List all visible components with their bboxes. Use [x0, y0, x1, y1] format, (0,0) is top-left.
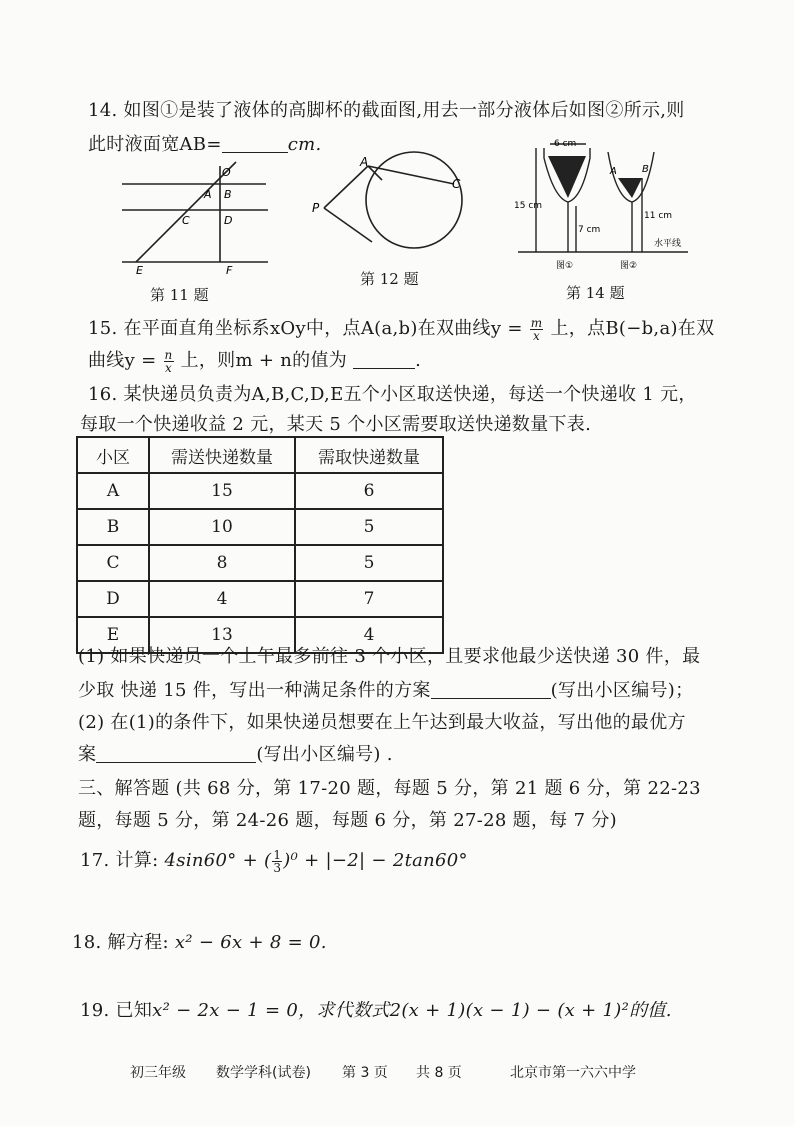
fig14-fig1-label: 图① [556, 261, 574, 271]
fig12-label-c: C [452, 177, 461, 191]
q16-line2: 每取一个快递收益 2 元，某天 5 个小区需要取送快递数量下表. [80, 414, 592, 435]
q16-sub2-line2 [78, 740, 393, 766]
frac2-num: n [164, 347, 173, 362]
q15-line2 [88, 346, 421, 374]
q15-part4: 上，则m + n的值为 [180, 350, 348, 371]
table-cell: 5 [295, 509, 443, 545]
q16-sub1-line2 [78, 676, 693, 702]
q16-sub2-line1: (2) 在(1)的条件下，如果快递员想要在上午达到最大收益，写出他的最优方 [78, 712, 686, 733]
table-cell: 13 [149, 617, 295, 653]
table-cell: 6 [295, 473, 443, 509]
fig12-label-p: P [312, 201, 320, 215]
figure-12 [306, 150, 476, 260]
table-header-cell: 需送快递数量 [149, 437, 295, 473]
q14-unit: cm. [287, 134, 322, 155]
q17-line [80, 846, 468, 874]
table-cell: 4 [149, 581, 295, 617]
q15-part2: 上，点B(−b,a)在双 [550, 318, 715, 339]
q15-line1 [88, 314, 714, 342]
fig14-height7-label: 7 cm [578, 225, 601, 235]
q15-part1: 15. 在平面直角坐标系xOy中，点A(a,b)在双曲线y = [88, 318, 523, 339]
q17-expr-b: )⁰ + |−2| − 2tan60° [283, 850, 468, 871]
footer-total: 共 8 页 [416, 1065, 462, 1081]
q17-expr-a: 4sin60° + ( [164, 850, 272, 871]
q16-sub1-suffix: (写出小区编号)； [550, 680, 694, 701]
q16-sub2-suffix: (写出小区编号) . [256, 744, 393, 765]
table-row [77, 473, 443, 509]
q19-label: 19. 已知 [80, 1000, 153, 1021]
q15-fraction-m-over-x [530, 317, 544, 342]
q14-prefix: 此时液面宽AB= [88, 134, 222, 155]
table-row [77, 581, 443, 617]
q16-line1: 16. 某快递员负责为A,B,C,D,E五个小区取送快递，每送一个快递收 1 元， [88, 384, 697, 405]
figure-11 [118, 158, 278, 278]
table-header-row [77, 437, 443, 473]
figure-14 [514, 138, 690, 274]
footer-subject: 数学学科(试卷) [216, 1065, 311, 1081]
q15-part3: 曲线y = [88, 350, 157, 371]
fig12-caption: 第 12 题 [360, 270, 419, 288]
fig14-caption: 第 14 题 [566, 284, 625, 302]
section3-line2: 题，每题 5 分，第 24-26 题，每题 6 分，第 27-28 题，每 7 分) [78, 810, 617, 831]
fig14-height11-label: 11 cm [644, 211, 673, 221]
table-header-cell: 需取快递数量 [295, 437, 443, 473]
q14-line2 [88, 130, 322, 156]
q18-label: 18. 解方程: [72, 932, 169, 953]
fig11-label-a: A [204, 188, 212, 201]
q19-expr: x² − 2x − 1 = 0，求代数式2(x + 1)(x − 1) − (x + 1)²的值. [152, 1000, 672, 1021]
footer-page: 第 3 页 [342, 1065, 388, 1081]
footer-school: 北京市第一六六中学 [510, 1065, 636, 1081]
table-cell: E [77, 617, 149, 653]
fig11-label-b: B [224, 188, 232, 201]
q17-label: 17. 计算: [80, 850, 159, 871]
fig14-horizon-label: 水平线 [654, 239, 682, 249]
fig11-label-o: O [222, 166, 231, 179]
q18-expr: x² − 6x + 8 = 0. [174, 932, 327, 953]
fig14-liquid-2 [618, 178, 642, 198]
fig14-fig2-label: 图② [620, 261, 638, 271]
table-cell: D [77, 581, 149, 617]
fig11-label-e: E [136, 264, 143, 277]
frac1-den: x [533, 328, 541, 343]
fig12-label-a: A [360, 155, 369, 169]
q14-answer-blank[interactable] [222, 134, 288, 153]
q19-line [80, 996, 672, 1022]
frac2-den: x [164, 360, 173, 375]
q17-frac-num: 1 [273, 847, 282, 862]
fig14-liquid-1 [548, 156, 586, 198]
q18-line [72, 928, 327, 954]
frac1-num: m [530, 315, 543, 330]
table-cell: 8 [149, 545, 295, 581]
table-row [77, 509, 443, 545]
section3-line1: 三、解答题 (共 68 分，第 17-20 题，每题 5 分，第 21 题 6 分，第 22-23 [78, 778, 701, 799]
q16-sub1-answer-blank[interactable] [431, 680, 551, 699]
table-header-cell: 小区 [77, 437, 149, 473]
fig11-label-d: D [224, 214, 233, 227]
table-cell: 7 [295, 581, 443, 617]
q16-sub1-line1: (1) 如果快递员一个上午最多前往 3 个小区，且要求他最少送快递 30 件，最 [78, 646, 701, 667]
table-cell: 4 [295, 617, 443, 653]
fig14-height15-label: 15 cm [514, 201, 543, 211]
table-row [77, 545, 443, 581]
q14-line1: 14. 如图①是装了液体的高脚杯的截面图,用去一部分液体后如图②所示,则 [88, 100, 685, 121]
q16-sub2-answer-blank[interactable] [96, 744, 256, 763]
footer-grade: 初三年级 [130, 1065, 186, 1081]
q17-frac-den: 3 [273, 860, 282, 875]
fig11-label-f: F [226, 264, 233, 277]
table-cell: 10 [149, 509, 295, 545]
fig14-label-b: B [642, 164, 649, 175]
q17-fraction [272, 849, 282, 874]
fig11-caption: 第 11 题 [150, 286, 209, 304]
fig14-label-a: A [610, 166, 617, 177]
table-cell: C [77, 545, 149, 581]
fig11-label-c: C [182, 214, 190, 227]
q15-period: . [415, 350, 422, 371]
q16-sub2-prefix: 案 [78, 744, 97, 765]
fig14-width-label: 6 cm [554, 139, 577, 149]
q15-fraction-n-over-x [164, 349, 174, 374]
q16-sub1-prefix: 少取 快递 15 件，写出一种满足条件的方案 [78, 680, 431, 701]
table-cell: A [77, 473, 149, 509]
delivery-table [76, 436, 444, 654]
table-cell: 5 [295, 545, 443, 581]
table-cell: 15 [149, 473, 295, 509]
q15-answer-blank[interactable] [353, 350, 415, 369]
table-cell: B [77, 509, 149, 545]
